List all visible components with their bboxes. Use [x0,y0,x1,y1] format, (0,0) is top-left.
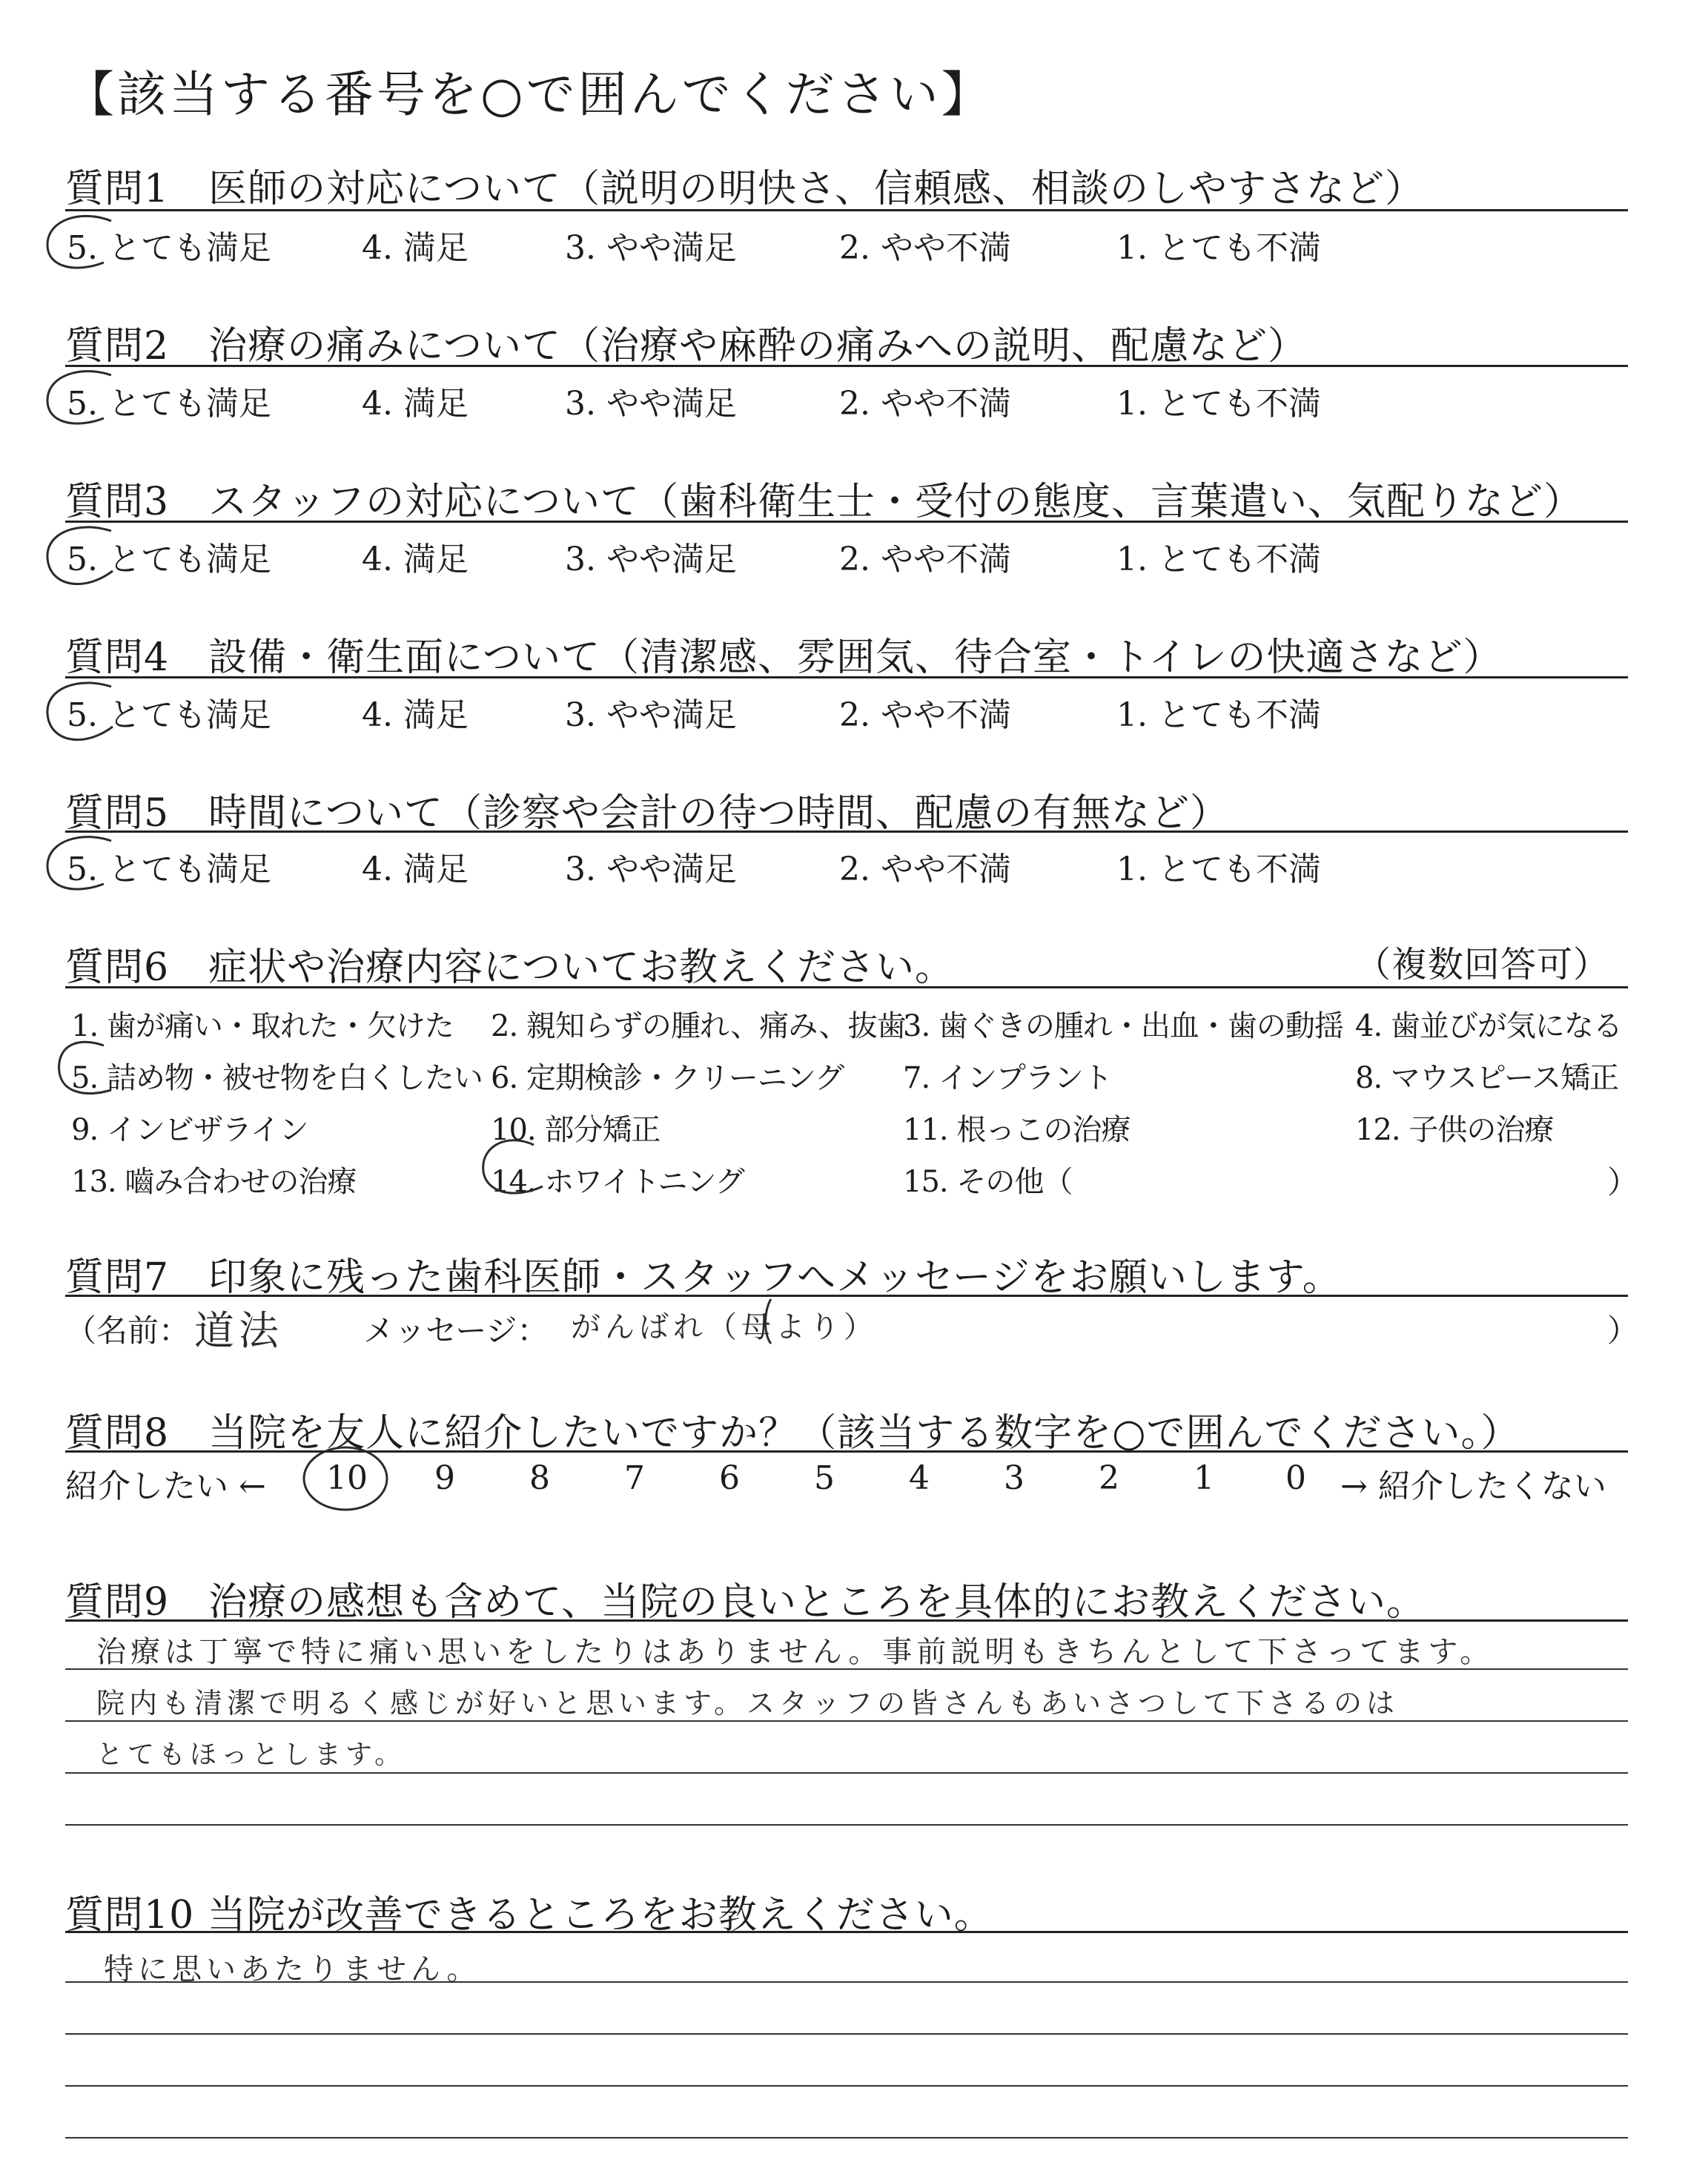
q4-option-1[interactable]: 1. とても不満 [1116,696,1321,734]
q5-title: 質問5 時間について（診察や会計の待つ時間、配慮の有無など） [65,791,1230,836]
q1-title: 質問1 医師の対応について（説明の明快さ、信頼感、相談のしやすさなど） [65,167,1424,211]
q6-option-2[interactable]: 2. 親知らずの腫れ、痛み、抜歯 [491,1009,906,1043]
q6-option-8[interactable]: 8. マウスピース矯正 [1355,1061,1619,1095]
q6-other-close: ） [1607,1164,1639,1200]
q4-title: 質問4 設備・衛生面について（清潔感、雰囲気、待合室・トイレの快適さなど） [65,635,1503,680]
q7-close: ） [1607,1312,1639,1349]
q6-multiple-note: （複数回答可） [1355,944,1610,985]
q8-left-label: 紹介したい ← [65,1467,266,1505]
q1-option-3[interactable]: 3. やや満足 [565,229,737,267]
q7-message-value[interactable]: がんばれ（母より） [571,1310,878,1344]
q4-option-4[interactable]: 4. 満足 [362,696,469,734]
q2-option-4[interactable]: 4. 満足 [362,385,469,423]
q7-message-paren [766,1299,772,1344]
q9-title: 質問9 治療の感想も含めて、当院の良いところを具体的にお教えください。 [65,1580,1426,1625]
q7-name-value[interactable]: 道法 [194,1307,283,1354]
q6-option-5[interactable]: 5. 詰め物・被せ物を白くしたい [71,1061,483,1095]
q5-option-4[interactable]: 4. 満足 [362,851,469,888]
q7-name-label: （名前： [65,1312,191,1349]
q3-option-4[interactable]: 4. 満足 [362,541,469,578]
q1-option-4[interactable]: 4. 満足 [362,229,469,267]
q8-scale-4[interactable]: 4 [909,1459,930,1497]
q6-option-4[interactable]: 4. 歯並びが気になる [1355,1009,1622,1043]
q3-option-1[interactable]: 1. とても不満 [1116,541,1321,578]
q9-answer-line-3[interactable]: とてもほっとします。 [96,1740,406,1770]
q3-option-2[interactable]: 2. やや不満 [839,541,1011,578]
q6-option-6[interactable]: 6. 定期検診・クリーニング [491,1061,844,1095]
q2-option-5[interactable]: 5. とても満足 [67,385,271,423]
q8-scale-9[interactable]: 9 [434,1459,455,1497]
q2-option-1[interactable]: 1. とても不満 [1116,385,1321,423]
q5-option-5[interactable]: 5. とても満足 [67,851,271,888]
q6-option-1[interactable]: 1. 歯が痛い・取れた・欠けた [71,1009,454,1043]
q6-option-15[interactable]: 15. その他（ [903,1165,1073,1199]
q1-option-5[interactable]: 5. とても満足 [67,229,271,267]
q9-answer-line-1[interactable]: 治療は丁寧で特に痛い思いをしたりはありません。事前説明もきちんとして下さってます。 [96,1635,1494,1669]
q5-selection-circle [47,837,111,889]
q8-title: 質問8 当院を友人に紹介したいですか？（該当する数字を○で囲んでください。） [65,1411,1520,1456]
q6-option-13[interactable]: 13. 嚙み合わせの治療 [71,1165,357,1199]
q5-option-1[interactable]: 1. とても不満 [1116,851,1321,888]
q8-scale-7[interactable]: 7 [624,1459,645,1497]
q4-selection-circle [47,683,113,740]
page-title: 【該当する番号を○で囲んでください】 [65,66,993,123]
q6-option-7[interactable]: 7. インプラント [903,1061,1112,1095]
q4-option-2[interactable]: 2. やや不満 [839,696,1011,734]
q6-option-11[interactable]: 11. 根っこの治療 [903,1113,1131,1147]
q6-option-14[interactable]: 14. ホワイトニング [491,1165,744,1199]
q6-option-14-circle [483,1140,543,1193]
q2-option-3[interactable]: 3. やや満足 [565,385,737,423]
q6-option-10[interactable]: 10. 部分矯正 [491,1113,661,1147]
q7-message-label: メッセージ： [363,1312,549,1349]
q3-option-5[interactable]: 5. とても満足 [67,541,271,578]
q10-answer-line-1[interactable]: 特に思いあたりません。 [104,1952,481,1986]
q6-option-9[interactable]: 9. インビザライン [71,1113,308,1147]
q6-option-3[interactable]: 3. 歯ぐきの腫れ・出血・歯の動揺 [903,1009,1343,1043]
q8-scale-8[interactable]: 8 [529,1459,550,1497]
q1-option-1[interactable]: 1. とても不満 [1116,229,1321,267]
q4-option-5[interactable]: 5. とても満足 [67,696,271,734]
q8-scale-0[interactable]: 0 [1285,1459,1306,1497]
q10-title: 質問10 当院が改善できるところをお教えください。 [65,1893,993,1938]
q6-option-12[interactable]: 12. 子供の治療 [1355,1113,1554,1147]
q4-option-3[interactable]: 3. やや満足 [565,696,737,734]
q8-right-label: → 紹介したくない [1340,1467,1606,1505]
q5-option-3[interactable]: 3. やや満足 [565,851,737,888]
q2-option-2[interactable]: 2. やや不満 [839,385,1011,423]
q8-scale-10[interactable]: 10 [326,1459,368,1497]
q2-selection-circle [47,371,111,423]
q3-selection-circle [47,527,113,584]
q8-scale-3[interactable]: 3 [1004,1459,1025,1497]
q6-option-5-circle [59,1042,111,1093]
q8-selection-circle [304,1447,387,1510]
q3-option-3[interactable]: 3. やや満足 [565,541,737,578]
q7-title: 質問7 印象に残った歯科医師・スタッフへメッセージをお願いします。 [65,1255,1342,1300]
q1-selection-circle [47,216,111,268]
q8-scale-6[interactable]: 6 [719,1459,740,1497]
q8-scale-5[interactable]: 5 [814,1459,835,1497]
q2-title: 質問2 治療の痛みについて（治療や麻酔の痛みへの説明、配慮など） [65,324,1308,369]
q8-scale-1[interactable]: 1 [1194,1459,1214,1497]
q9-answer-line-2[interactable]: 院内も清潔で明るく感じが好いと思います。スタッフの皆さんもあいさつして下さるのは [96,1687,1399,1720]
q5-option-2[interactable]: 2. やや不満 [839,851,1011,888]
q6-title: 質問6 症状や治療内容についてお教えください。 [65,945,955,990]
q1-option-2[interactable]: 2. やや不満 [839,229,1011,267]
q8-scale-2[interactable]: 2 [1099,1459,1119,1497]
q3-title: 質問3 スタッフの対応について（歯科衛生士・受付の態度、言葉遣い、気配りなど） [65,480,1583,524]
